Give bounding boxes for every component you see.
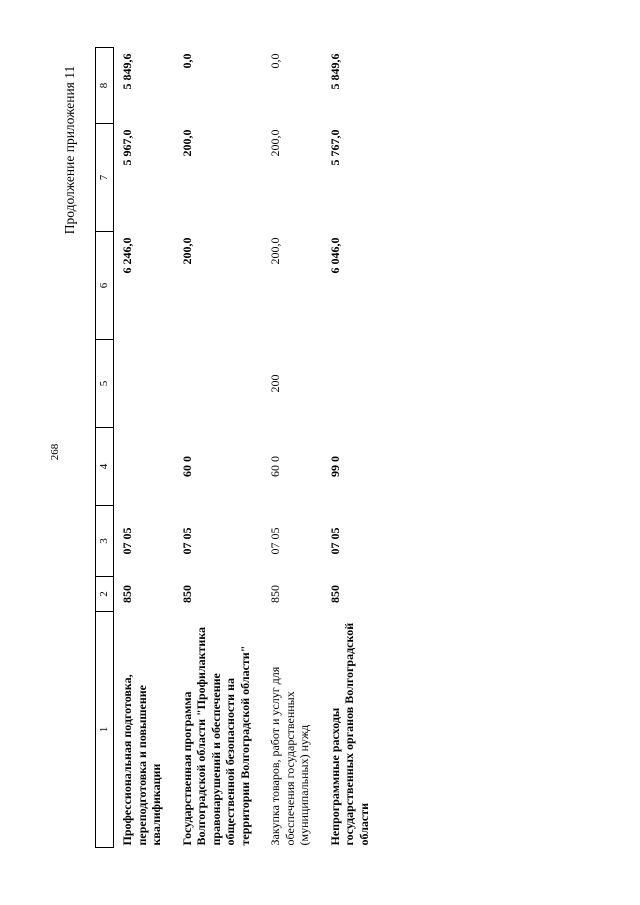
row-section-code: 07 05	[120, 527, 134, 555]
row-amount-6: 200,0	[268, 237, 282, 265]
column-header-1: 1	[96, 612, 114, 848]
row-name: Профессиональная подготовка, переподготовка и повышение квалификации	[120, 674, 163, 846]
appendix-label: Продолжение приложения 11	[62, 65, 77, 235]
row-amount-8: 0,0	[268, 53, 282, 69]
column-header-3: 3	[96, 506, 114, 577]
row-name: Государственная программа Волгоградской области "Профилактика правонарушений и обеспечение общественной безопасности на территории Волгоградской области"	[179, 626, 252, 846]
page-number: 268	[49, 443, 61, 461]
row-ministry-code: 850	[268, 585, 282, 603]
column-header-6: 6	[96, 232, 114, 340]
row-amount-7: 200,0	[179, 129, 194, 157]
row-expense-type	[322, 340, 382, 428]
column-header-7: 7	[96, 124, 114, 232]
row-amount-7: 5 767,0	[327, 129, 342, 166]
row-section-code: 07 05	[327, 527, 342, 555]
row-ministry-code: 850	[327, 585, 342, 603]
row-expense-type	[114, 340, 174, 428]
row-section-code: 07 05	[179, 527, 194, 555]
row-amount-7: 200,0	[268, 129, 282, 157]
row-amount-6: 6 046,0	[327, 237, 342, 274]
row-program-code: 60 0	[268, 456, 282, 477]
table-row	[174, 48, 263, 848]
table-row	[322, 48, 382, 848]
row-expense-type: 200	[268, 374, 282, 393]
row-amount-8: 0,0	[179, 53, 194, 69]
row-expense-type	[174, 340, 263, 428]
row-name: Закупка товаров, работ и услуг для обеспечения государственных (муниципальных) нужд	[268, 666, 311, 846]
row-amount-6: 200,0	[179, 237, 194, 265]
column-header-5: 5	[96, 340, 114, 428]
row-ministry-code: 850	[179, 585, 194, 603]
row-program-code: 60 0	[179, 456, 194, 477]
row-amount-6: 6 246,0	[120, 237, 134, 274]
row-name: Непрограммные расходы государственных органов Волгоградской области	[327, 622, 371, 846]
row-amount-8: 5 849,6	[327, 53, 342, 90]
row-ministry-code: 850	[120, 585, 134, 603]
row-program-code: 99 0	[327, 456, 342, 477]
row-amount-7: 5 967,0	[120, 129, 134, 166]
row-section-code: 07 05	[268, 527, 282, 555]
header-row	[96, 48, 114, 848]
column-header-4: 4	[96, 428, 114, 506]
table-row	[114, 48, 174, 848]
budget-table	[95, 47, 381, 848]
rotated-table-container	[95, 48, 520, 848]
table-row	[262, 48, 322, 848]
column-header-2: 2	[96, 577, 114, 612]
row-amount-8: 5 849,6	[120, 53, 134, 90]
row-program-code	[114, 428, 174, 506]
column-header-8: 8	[96, 48, 114, 124]
